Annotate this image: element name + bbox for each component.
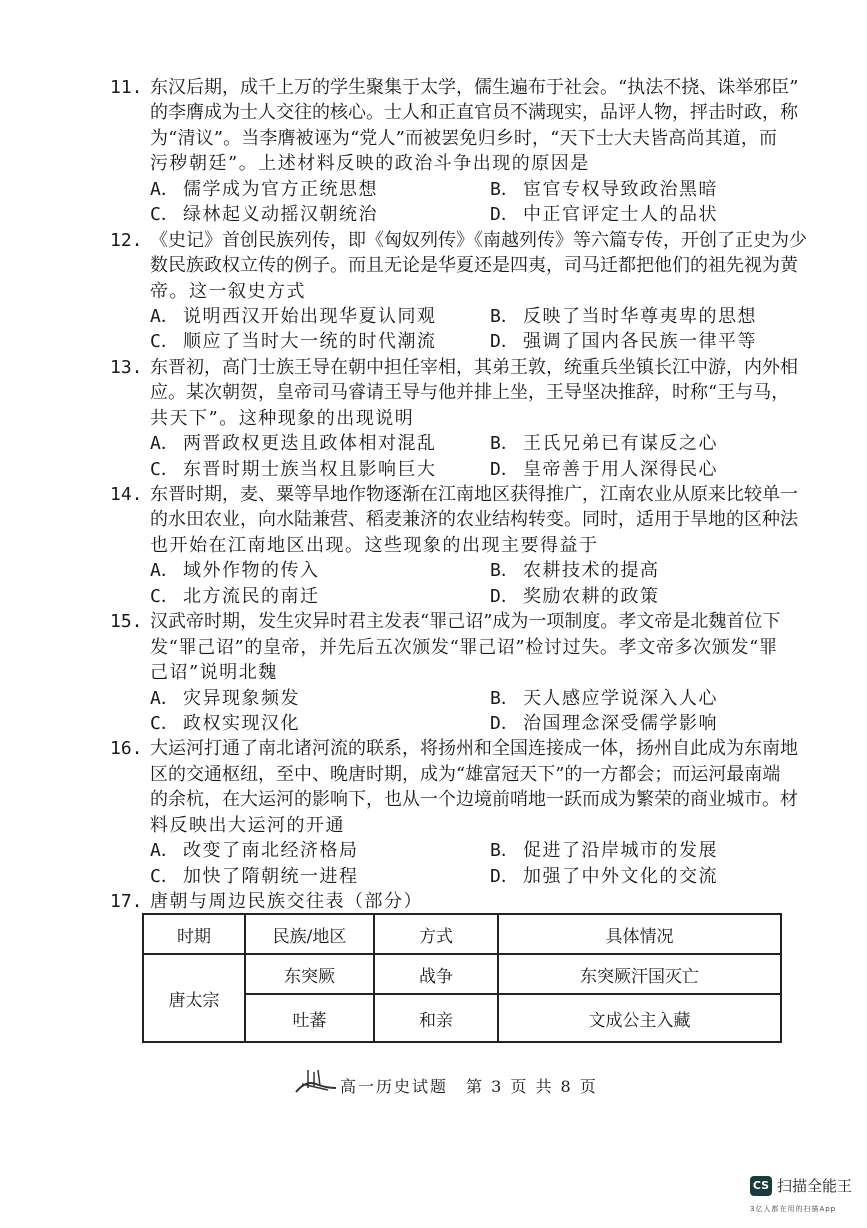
question-stem-line: 为“清议”。当李膺被诬为“党人”而被罢免归乡时，“天下士大夫皆高尚其道，而 <box>150 127 777 149</box>
option-text: 皇帝善于用人深得民心 <box>523 458 718 480</box>
question-stem-line: 污秽朝廷”。上述材料反映的政治斗争出现的原因是 <box>150 153 590 175</box>
option-text: 治国理念深受儒学影响 <box>523 713 718 734</box>
question-number: 14. <box>110 484 143 506</box>
option-text: 反映了当时华尊夷卑的思想 <box>523 305 757 327</box>
option-text: 促进了沿岸城市的发展 <box>523 840 718 862</box>
option-letter: D． <box>490 585 519 607</box>
question-stem-line: 应。某次朝贺，皇帝司马睿请王导与他并排上坐，王导坚决推辞，时称“王与马， <box>150 382 790 404</box>
option-letter: C． <box>150 458 179 480</box>
option-text: 顺应了当时大一统的时代潮流 <box>183 331 437 353</box>
option-text: 灾异现象频发 <box>183 687 300 709</box>
table-row <box>143 954 781 994</box>
question-number: 15. <box>110 611 143 633</box>
option-letter: D． <box>490 865 519 887</box>
question-stem-line: 唐朝与周边民族交往表（部分） <box>150 891 423 913</box>
option-text: 政权实现汉化 <box>183 713 300 734</box>
question-stem-line: 共天下”。这种现象的出现说明 <box>150 407 415 429</box>
option-letter: B． <box>490 687 519 709</box>
question-stem-line: 也开始在江南地区出现。这些现象的出现主要得益于 <box>150 534 599 556</box>
option-letter: C． <box>150 204 179 226</box>
option-letter: C． <box>150 331 179 353</box>
option-letter: A． <box>150 305 179 327</box>
question-stem-line: 数民族政权立传的例子。而且无论是华夏还是四夷，司马迁都把他们的祖先视为黄 <box>150 255 798 277</box>
question-stem-line: 的水田农业，向水陆兼营、稻麦兼济的农业结构转变。同时，适用于旱地的区种法 <box>150 509 798 531</box>
table-header: 民族/地区 <box>245 914 374 954</box>
option-letter: A． <box>150 560 179 582</box>
option-text: 宦官专权导致政治黑暗 <box>523 178 718 200</box>
table-cell: 吐蕃 <box>245 994 374 1042</box>
question-stem-line: 汉武帝时期，发生灾异时君主发表“罪己诏”成为一项制度。孝文帝是北魏首位下 <box>150 611 781 633</box>
question-stem-line: 料反映出大运河的开通 <box>150 814 345 836</box>
question-number: 13. <box>110 356 143 378</box>
question-stem-line: 发“罪己诏”的皇帝，并先后五次颁发“罪己诏”检讨过失。孝文帝多次颁发“罪 <box>150 636 777 658</box>
question-stem-line: 区的交通枢纽，至中、晚唐时期，成为“雄富冠天下”的一方都会；而运河最南端 <box>150 763 781 785</box>
option-text: 农耕技术的提高 <box>523 560 660 582</box>
option-text: 绿林起义动摇汉朝统治 <box>183 204 378 226</box>
option-letter: A． <box>150 178 179 200</box>
watermark-title: 扫描全能王 <box>777 1177 853 1195</box>
question-number: 12. <box>110 229 143 251</box>
table-cell: 和亲 <box>374 994 498 1042</box>
question-number: 16. <box>110 738 143 760</box>
question-stem-line: 东汉后期，成千上万的学生聚集于太学，儒生遍布于社会。“执法不挠、诛举邪臣” <box>150 77 799 98</box>
option-text: 天人感应学说深入人心 <box>523 687 718 709</box>
option-letter: C． <box>150 585 179 607</box>
option-text: 改变了南北经济格局 <box>183 840 359 862</box>
watermark-subtitle: 3亿人都在用的扫描App <box>750 1205 837 1213</box>
table-cell: 东突厥汗国灭亡 <box>498 954 781 994</box>
option-letter: D． <box>490 713 519 734</box>
option-text: 两晋政权更迭且政体相对混乱 <box>183 433 437 455</box>
question-stem-line: 的李膺成为士人交往的核心。士人和正直官员不满现实，品评人物，抨击时政，称 <box>150 102 798 124</box>
option-text: 说明西汉开始出现华夏认同观 <box>183 305 437 327</box>
option-letter: A． <box>150 840 179 862</box>
option-text: 王氏兄弟已有谋反之心 <box>523 433 718 455</box>
option-text: 域外作物的传入 <box>183 560 320 582</box>
option-letter: B． <box>490 178 519 200</box>
option-letter: B． <box>490 560 519 582</box>
question-stem-line: 东晋时期，麦、粟等旱地作物逐渐在江南地区获得推广，江南农业从原来比较单一 <box>150 484 798 506</box>
option-text: 北方流民的南迁 <box>183 585 320 607</box>
question-stem-line: 东晋初，高门士族王导在朝中担任宰相，其弟王敦，统重兵坐镇长江中游，内外相 <box>150 356 798 378</box>
option-letter: A． <box>150 433 179 455</box>
option-text: 中正官评定士人的品状 <box>523 204 718 226</box>
question-stem-line: 帝。这一叙史方式 <box>150 280 306 302</box>
table-header: 具体情况 <box>498 914 781 954</box>
option-letter: B． <box>490 840 519 862</box>
page-footer: 高一历史试题 第 3 页 共 8 页 <box>340 1077 598 1096</box>
option-text: 奖励农耕的政策 <box>523 585 660 607</box>
question-number: 11. <box>110 77 143 98</box>
question-stem-line: 的余杭，在大运河的影响下，也从一个边境前哨地一跃而成为繁荣的商业城市。材 <box>150 789 798 811</box>
option-letter: C． <box>150 713 179 734</box>
camscanner-logo-icon: CS <box>750 1176 772 1196</box>
option-letter: D． <box>490 458 519 480</box>
tang-relations-table <box>142 913 782 1043</box>
signature-scribble-icon <box>292 1066 340 1096</box>
option-letter: B． <box>490 433 519 455</box>
option-text: 儒学成为官方正统思想 <box>183 178 378 200</box>
table-cell: 文成公主入藏 <box>498 994 781 1042</box>
option-letter: C． <box>150 865 179 887</box>
question-stem-line: 己诏”说明北魏 <box>150 662 278 684</box>
option-text: 加快了隋朝统一进程 <box>183 865 359 887</box>
question-stem-line: 《史记》首创民族列传，即《匈奴列传》《南越列传》等六篇专传，开创了正史为少 <box>150 229 807 251</box>
question-number: 17. <box>110 891 143 913</box>
option-letter: D． <box>490 204 519 226</box>
option-text: 强调了国内各民族一律平等 <box>523 331 757 353</box>
table-cell: 东突厥 <box>245 954 374 994</box>
table-cell: 战争 <box>374 954 498 994</box>
option-letter: B． <box>490 305 519 327</box>
option-letter: D． <box>490 331 519 353</box>
question-stem-line: 大运河打通了南北诸河流的联系，将扬州和全国连接成一体，扬州自此成为东南地 <box>150 738 798 760</box>
option-text: 东晋时期士族当权且影响巨大 <box>183 458 437 480</box>
table-cell-period: 唐太宗 <box>143 954 245 1042</box>
option-text: 加强了中外文化的交流 <box>523 865 718 887</box>
option-letter: A． <box>150 687 179 709</box>
table-header: 时期 <box>143 914 245 954</box>
table-header: 方式 <box>374 914 498 954</box>
